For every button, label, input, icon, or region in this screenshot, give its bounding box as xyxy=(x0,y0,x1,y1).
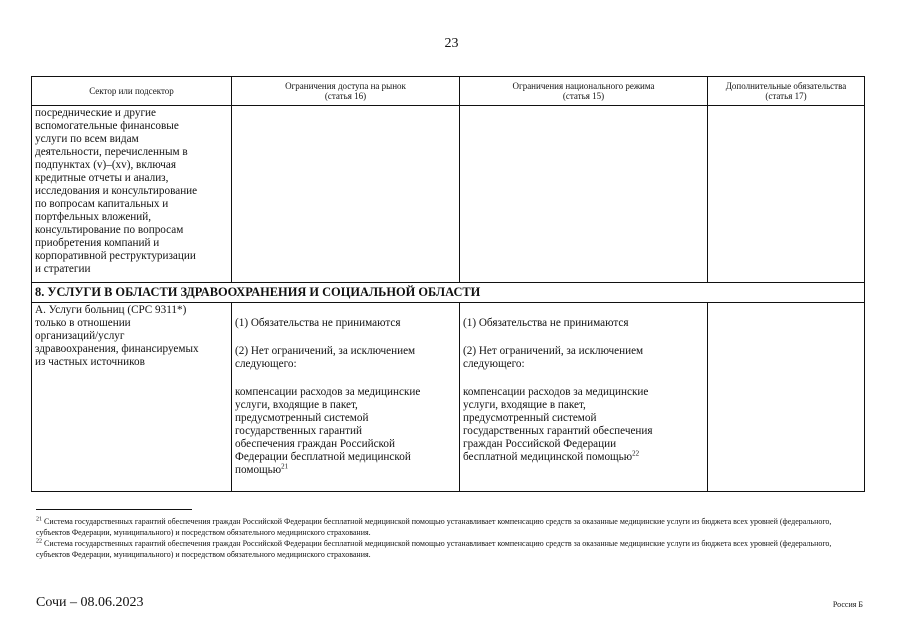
header-national-treatment: Ограничения национального режима (статья 15) xyxy=(460,77,708,106)
footnote-number: 21 xyxy=(36,516,42,523)
cell-national-treatment xyxy=(460,303,708,492)
market-access-exception xyxy=(235,386,456,477)
footnote-22 xyxy=(36,538,836,560)
footer-place-date: Сочи – 08.06.2023 xyxy=(36,595,144,610)
market-access-mode-2: (2) Нет ограничений, за исключением следующего: xyxy=(235,345,416,370)
section-heading-row xyxy=(32,283,865,303)
national-treatment-mode-1: (1) Обязательства не принимаются xyxy=(463,317,629,329)
cell-sector: А. Услуги больниц (CPC 9311*) только в отношении организаций/услуг здравоохранения, финансируемых из частных источников xyxy=(32,303,232,492)
national-treatment-exception xyxy=(463,386,704,464)
footnote-divider xyxy=(36,509,192,510)
page-number: 23 xyxy=(444,36,459,51)
footnotes xyxy=(36,516,836,560)
market-access-exception-text: компенсации расходов за медицинские услуги, входящие в пакет, предусмотренный системой государственных гарантий обеспечения граждан Российской Федерации бесплатной медицинской помощью xyxy=(235,386,421,476)
header-market-access: Ограничения доступа на рынок (статья 16) xyxy=(232,77,460,106)
footnote-ref-21[interactable]: 21 xyxy=(281,462,289,471)
header-additional-commitments: Дополнительные обязательства (статья 17) xyxy=(708,77,865,106)
cell-market-access xyxy=(232,303,460,492)
header-sector: Сектор или подсектор xyxy=(32,77,232,106)
footnote-text: Система государственных гарантий обеспечения граждан Российской Федерации бесплатной медицинской помощью устанавливает компенсацию средств за оказанные медицинские услуги из бюджета всех уровней (федерального, субъектов Федерации, муниципального) и посредством обязательного медицинского страхования. xyxy=(36,517,832,537)
market-access-mode-1: (1) Обязательства не принимаются xyxy=(235,317,401,329)
cell-additional xyxy=(708,106,865,283)
table-row xyxy=(32,303,865,492)
footnote-21 xyxy=(36,516,836,538)
cell-national-treatment xyxy=(460,106,708,283)
cell-sector: посреднические и другие вспомогательные финансовые услуги по всем видам деятельности, перечисленным в подпунктах (v)–(xv), включая кредитные отчеты и анализ, исследования и консультирование по вопросам капитальных и портфельных вложений, консультирование по вопросам приобретения компаний и корпоративной реструктуризации и стратегии xyxy=(32,106,232,283)
table-row xyxy=(32,106,865,283)
section-title: 8. УСЛУГИ В ОБЛАСТИ ЗДРАВООХРАНЕНИЯ И СОЦИАЛЬНОЙ ОБЛАСТИ xyxy=(32,283,865,303)
cell-market-access xyxy=(232,106,460,283)
commitments-table xyxy=(31,76,865,492)
national-treatment-mode-2: (2) Нет ограничений, за исключением следующего: xyxy=(463,345,644,370)
table-header-row xyxy=(32,77,865,106)
footnote-ref-22[interactable]: 22 xyxy=(632,449,640,458)
footer-document-code: Россия Б xyxy=(832,600,863,609)
footnote-number: 22 xyxy=(36,538,42,545)
cell-additional xyxy=(708,303,865,492)
national-treatment-exception-text: компенсации расходов за медицинские услуги, входящие в пакет, предусмотренный системой государственных гарантий обеспечения граждан Российской Федерации бесплатной медицинской помощью xyxy=(463,386,653,463)
footnote-text: Система государственных гарантий обеспечения граждан Российской Федерации бесплатной медицинской помощью устанавливает компенсацию средств за оказанные медицинские услуги из бюджета всех уровней (федерального, субъектов Федерации, муниципального) и посредством обязательного медицинского страхования. xyxy=(36,539,832,559)
